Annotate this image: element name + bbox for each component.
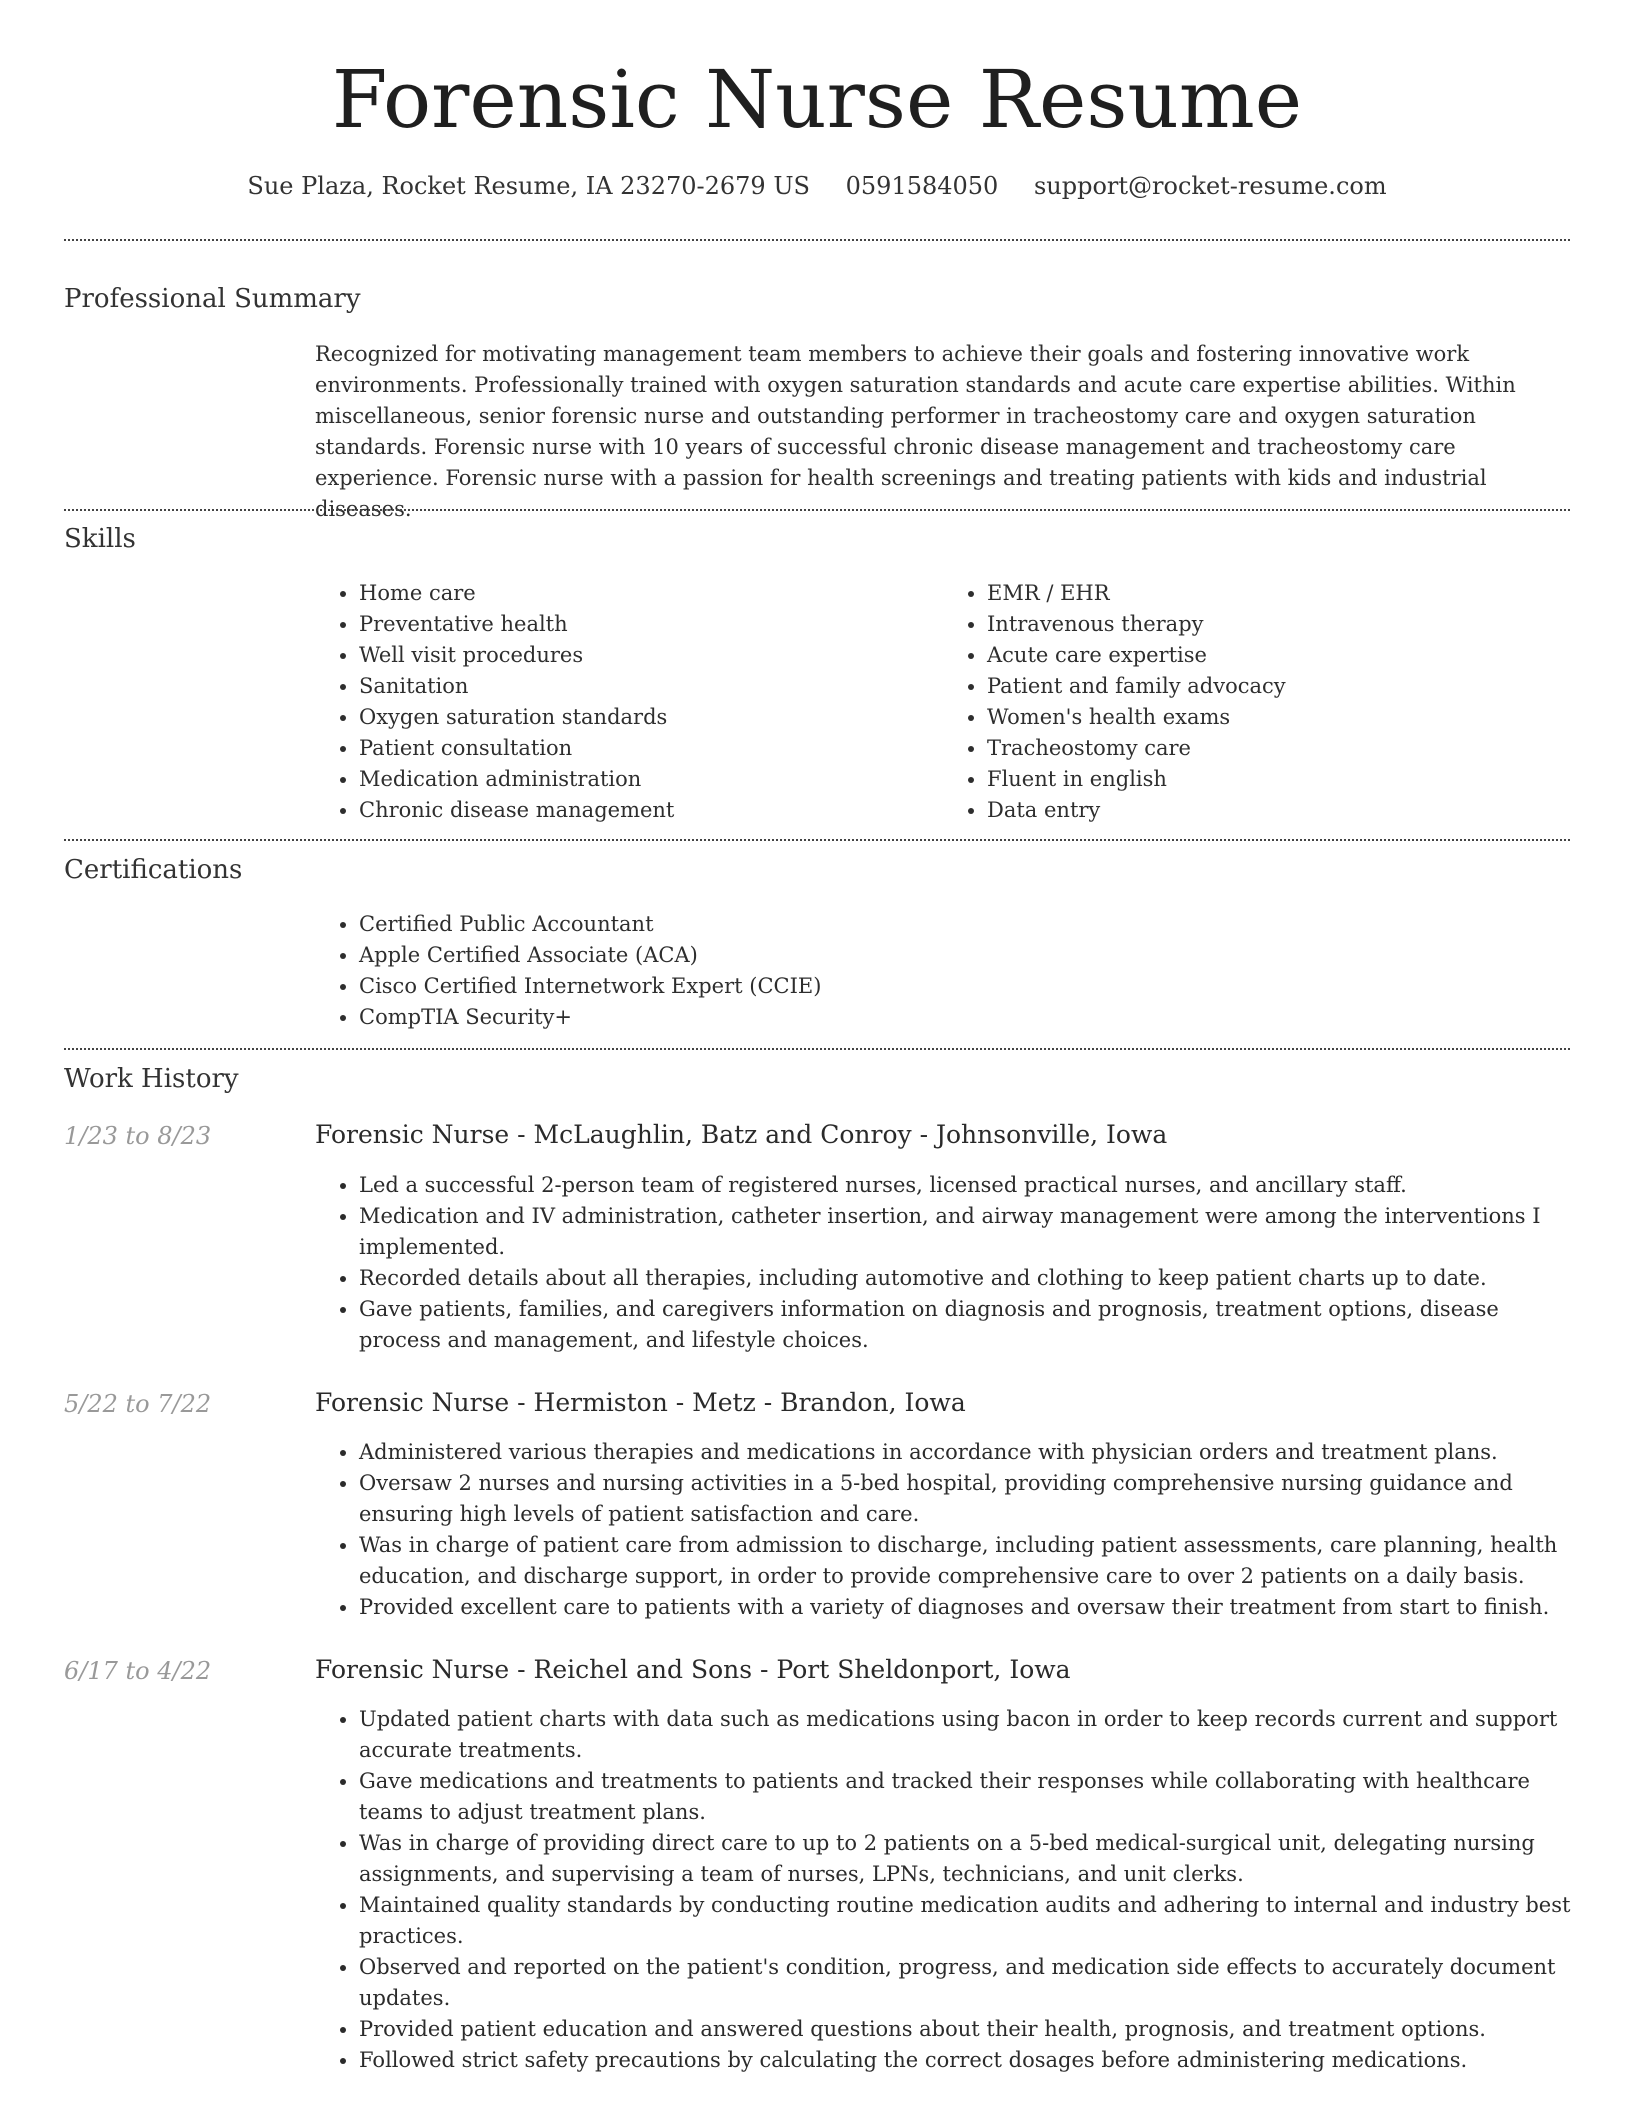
job-bullet: • Gave patients, families, and caregivers information on diagnosis and prognosis, treatment options, disease process and management, and lifestyle choices. [359, 1294, 1571, 1356]
job-dates: 1/23 to 8/23 [64, 1122, 212, 1150]
skill-item: • EMR / EHR [987, 578, 1571, 609]
resume-title: Forensic Nurse Resume [331, 53, 1303, 146]
certification-item: • Apple Certified Associate (ACA) [359, 940, 1571, 971]
job-title: Forensic Nurse - Hermiston - Metz - Brandon, Iowa [315, 1388, 966, 1417]
job-bullet: • Medication and IV administration, catheter insertion, and airway management were among the interventions I implemented. [359, 1201, 1571, 1263]
job-bullet: • Updated patient charts with data such as medications using bacon in order to keep records current and support accurate treatments. [359, 1704, 1571, 1766]
job-bullet: • Oversaw 2 nurses and nursing activities in a 5-bed hospital, providing comprehensive nursing guidance and ensuring high levels of patient satisfaction and care. [359, 1468, 1571, 1530]
job-dates: 5/22 to 7/22 [64, 1390, 212, 1418]
section-title-skills: Skills [64, 524, 136, 554]
skill-item: • Fluent in english [987, 764, 1571, 795]
skill-item: • Oxygen saturation standards [359, 702, 943, 733]
job-bullet: • Maintained quality standards by conducting routine medication audits and adhering to internal and industry best practices. [359, 1890, 1571, 1952]
section-title-summary: Professional Summary [64, 284, 361, 314]
summary-text: Recognized for motivating management team members to achieve their goals and fostering innovative work environments. Professionally trained with oxygen saturation standards and acute care expertise abilities. Within miscellaneous, senior forensic nurse and outstanding performer in tracheostomy care and oxygen saturation standards. Forensic nurse with 10 years of successful chronic disease management and tracheostomy care experience. Forensic nurse with a passion for health screenings and treating patients with kids and industrial diseases. [315, 342, 1516, 521]
job-title: Forensic Nurse - Reichel and Sons - Port Sheldonport, Iowa [315, 1655, 1071, 1684]
job-bullet: • Was in charge of patient care from admission to discharge, including patient assessments, care planning, health education, and discharge support, in order to provide comprehensive care to over 2 patients on a daily basis. [359, 1530, 1571, 1592]
skill-item: • Acute care expertise [987, 640, 1571, 671]
skill-item: • Chronic disease management [359, 795, 943, 826]
section-title-certifications: Certifications [64, 855, 243, 885]
job-bullet: • Led a successful 2-person team of registered nurses, licensed practical nurses, and ancillary staff. [359, 1170, 1571, 1201]
job-bullet: • Followed strict safety precautions by calculating the correct dosages before administering medications. [359, 2045, 1571, 2076]
section-title-work-history: Work History [64, 1064, 239, 1094]
job-bullet: • Administered various therapies and medications in accordance with physician orders and treatment plans. [359, 1437, 1571, 1468]
job-bullet: • Recorded details about all therapies, including automotive and clothing to keep patient charts up to date. [359, 1263, 1571, 1294]
skill-item: • Medication administration [359, 764, 943, 795]
skill-item: • Well visit procedures [359, 640, 943, 671]
divider [64, 509, 1570, 511]
skill-item: • Tracheostomy care [987, 733, 1571, 764]
certifications-list [315, 909, 1571, 1033]
contact-phone[interactable]: 0591584050 [845, 172, 999, 200]
skills-list-right [943, 578, 1571, 826]
job-bullet: • Provided excellent care to patients with a variety of diagnoses and oversaw their treatment from start to finish. [359, 1592, 1571, 1623]
job-bullets [315, 1437, 1571, 1623]
divider [64, 239, 1570, 241]
skills-list-left [315, 578, 943, 826]
certification-item: • Certified Public Accountant [359, 909, 1571, 940]
skill-item: • Home care [359, 578, 943, 609]
skill-item: • Intravenous therapy [987, 609, 1571, 640]
skill-item: • Patient consultation [359, 733, 943, 764]
skill-item: • Women's health exams [987, 702, 1571, 733]
job-bullet: • Observed and reported on the patient's condition, progress, and medication side effects to accurately document updates. [359, 1952, 1571, 2014]
job-title: Forensic Nurse - McLaughlin, Batz and Conroy - Johnsonville, Iowa [315, 1120, 1168, 1149]
contact-email[interactable]: support@rocket-resume.com [1033, 172, 1387, 200]
job-bullets [315, 1170, 1571, 1356]
resume-page [64, 0, 1570, 2112]
skill-item: • Data entry [987, 795, 1571, 826]
certification-item: • CompTIA Security+ [359, 1002, 1571, 1033]
certification-item: • Cisco Certified Internetwork Expert (CCIE) [359, 971, 1571, 1002]
skills-body [315, 578, 1571, 826]
skill-item: • Patient and family advocacy [987, 671, 1571, 702]
job-bullets [315, 1704, 1571, 2076]
skill-item: • Sanitation [359, 671, 943, 702]
job-bullet: • Was in charge of providing direct care to up to 2 patients on a 5-bed medical-surgical unit, delegating nursing assignments, and supervising a team of nurses, LPNs, technicians, and unit clerks. [359, 1828, 1571, 1890]
skill-item: • Preventative health [359, 609, 943, 640]
divider [64, 1048, 1570, 1050]
contact-address: Sue Plaza, Rocket Resume, IA 23270-2679 US [247, 172, 810, 200]
summary-body [315, 339, 1571, 525]
job-bullet: • Gave medications and treatments to patients and tracked their responses while collaborating with healthcare teams to adjust treatment plans. [359, 1766, 1571, 1828]
job-dates: 6/17 to 4/22 [64, 1657, 212, 1685]
job-bullet: • Provided patient education and answered questions about their health, prognosis, and treatment options. [359, 2014, 1571, 2045]
certifications-body [315, 909, 1571, 1033]
contact-line [64, 170, 1570, 202]
divider [64, 839, 1570, 841]
